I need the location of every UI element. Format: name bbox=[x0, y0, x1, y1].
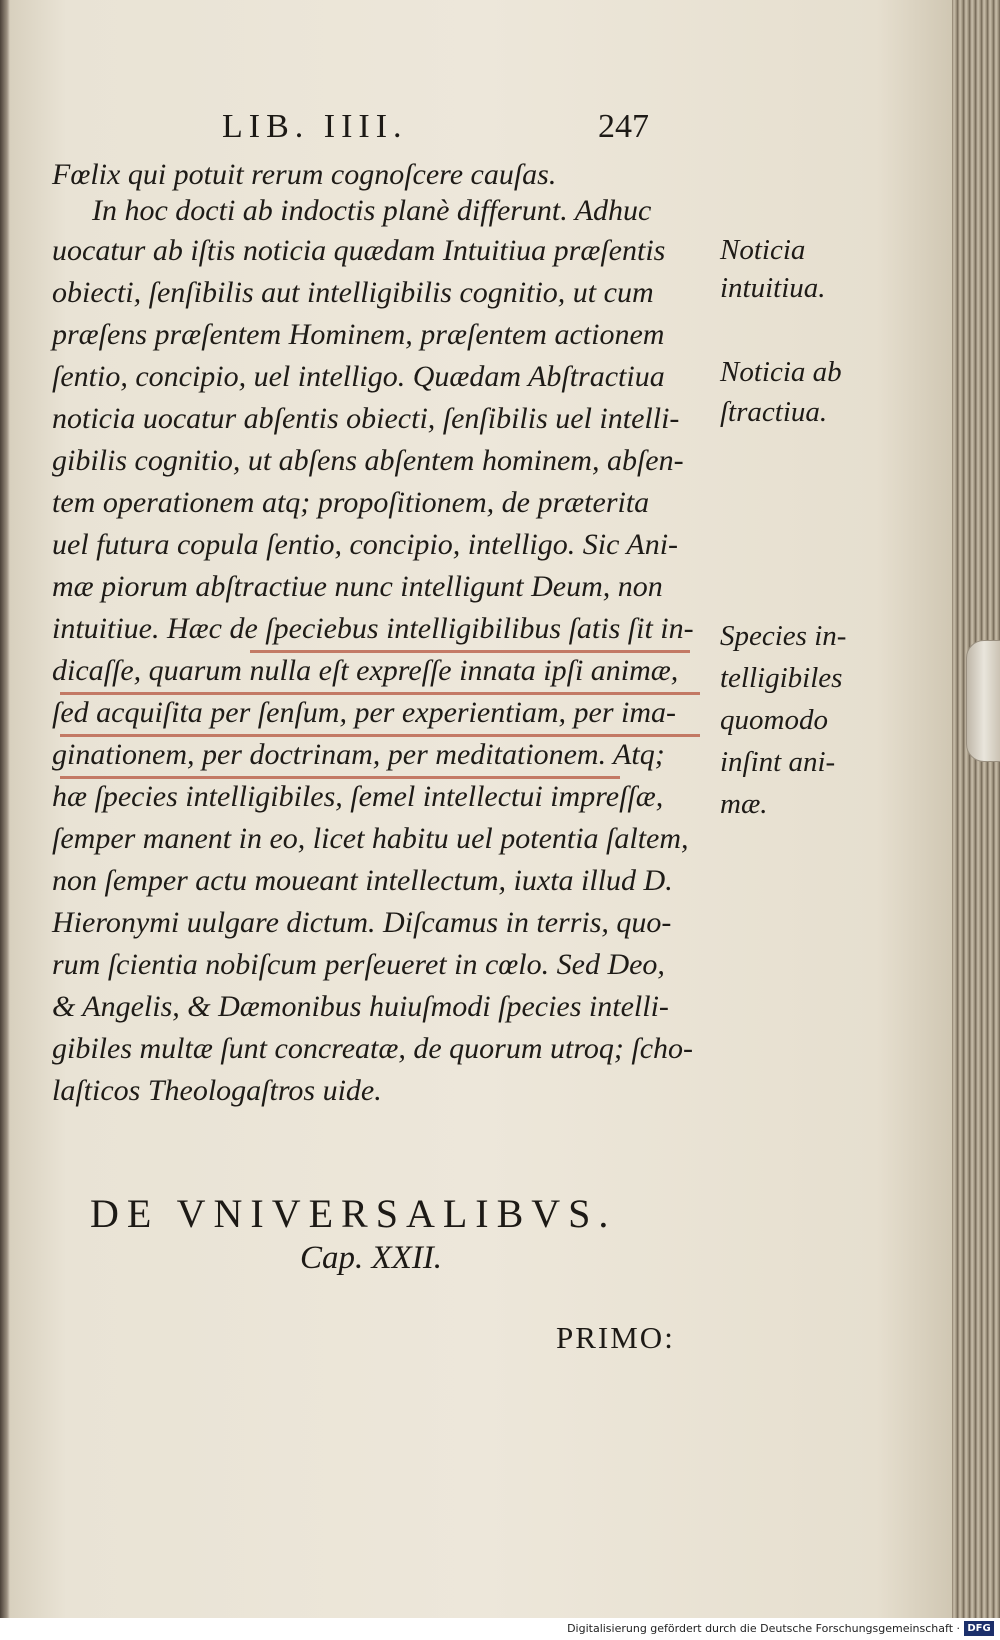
text-line: uocatur ab iſtis noticia quædam Intuitiua præſentis bbox=[52, 234, 666, 267]
margin-note: ſtractiua. bbox=[720, 396, 828, 428]
book-gutter bbox=[0, 0, 10, 1620]
red-underline bbox=[250, 650, 690, 653]
text-line: dicaſſe, quarum nulla eſt expreſſe innata ipſi animæ, bbox=[52, 654, 679, 687]
running-head: LIB. IIII. bbox=[222, 108, 408, 145]
text-line: gibiles multæ ſunt concreatæ, de quorum utroq; ſcho- bbox=[52, 1032, 694, 1065]
text-line: rum ſcientia nobiſcum perſeueret in cœlo. Sed Deo, bbox=[52, 948, 665, 981]
text-line: Fœlix qui potuit rerum cognoſcere cauſas. bbox=[52, 158, 557, 191]
red-underline bbox=[60, 692, 700, 695]
page-tab bbox=[966, 640, 1000, 762]
text-line: non ſemper actu moueant intellectum, iuxta illud D. bbox=[52, 864, 673, 897]
margin-note: Noticia bbox=[720, 234, 806, 266]
margin-note: mæ. bbox=[720, 788, 768, 820]
chapter-number: Cap. XXII. bbox=[300, 1240, 443, 1276]
red-underline bbox=[60, 734, 700, 737]
margin-note: quomodo bbox=[720, 704, 828, 736]
page-edges bbox=[952, 0, 1000, 1620]
chapter-title: DE VNIVERSALIBVS. bbox=[90, 1191, 617, 1236]
margin-note: telligibiles bbox=[720, 662, 843, 694]
digitization-credit: Digitalisierung gefördert durch die Deutsche Forschungsgemeinschaft · bbox=[567, 1622, 960, 1635]
dfg-logo: DFG bbox=[964, 1621, 994, 1636]
text-line: ſed acquiſita per ſenſum, per experientiam, per ima- bbox=[52, 696, 677, 729]
red-underline bbox=[60, 776, 620, 779]
text-line: tem operationem atq; propoſitionem, de præterita bbox=[52, 486, 650, 519]
text-line: Hieronymi uulgare dictum. Diſcamus in terris, quo- bbox=[52, 906, 672, 939]
text-line: & Angelis, & Dæmonibus huiuſmodi ſpecies intelli- bbox=[52, 990, 669, 1023]
margin-note: Noticia ab bbox=[720, 356, 842, 388]
text-line: gibilis cognitio, ut abſens abſentem hominem, abſen- bbox=[52, 444, 684, 477]
text-line: præſens præſentem Hominem, præſentem actionem bbox=[52, 318, 665, 351]
text-line: noticia uocatur abſentis obiecti, ſenſibilis uel intelli- bbox=[52, 402, 680, 435]
text-line: hæ ſpecies intelligibiles, ſemel intellectui impreſſæ, bbox=[52, 780, 664, 813]
text-line: laſticos Theologaſtros uide. bbox=[52, 1074, 382, 1107]
margin-note: Species in- bbox=[720, 620, 847, 652]
margin-note: intuitiua. bbox=[720, 272, 826, 304]
text-line: uel futura copula ſentio, concipio, intelligo. Sic Ani- bbox=[52, 528, 679, 561]
catchword: PRIMO: bbox=[556, 1320, 675, 1355]
text-line: ſentio, concipio, uel intelligo. Quædam Abſtractiua bbox=[52, 360, 665, 393]
text-line: ginationem, per doctrinam, per meditationem. Atq; bbox=[52, 738, 665, 771]
text-line: obiecti, ſenſibilis aut intelligibilis cognitio, ut cum bbox=[52, 276, 654, 309]
text-line: intuitiue. Hæc de ſpeciebus intelligibilibus ſatis ſit in- bbox=[52, 612, 694, 645]
page-number: 247 bbox=[598, 108, 649, 145]
text-line: ſemper manent in eo, licet habitu uel potentia ſaltem, bbox=[52, 822, 689, 855]
text-line: In hoc docti ab indoctis planè differunt. Adhuc bbox=[92, 194, 652, 227]
margin-note: inſint ani- bbox=[720, 746, 836, 778]
text-line: mæ piorum abſtractiue nunc intelligunt Deum, non bbox=[52, 570, 663, 603]
